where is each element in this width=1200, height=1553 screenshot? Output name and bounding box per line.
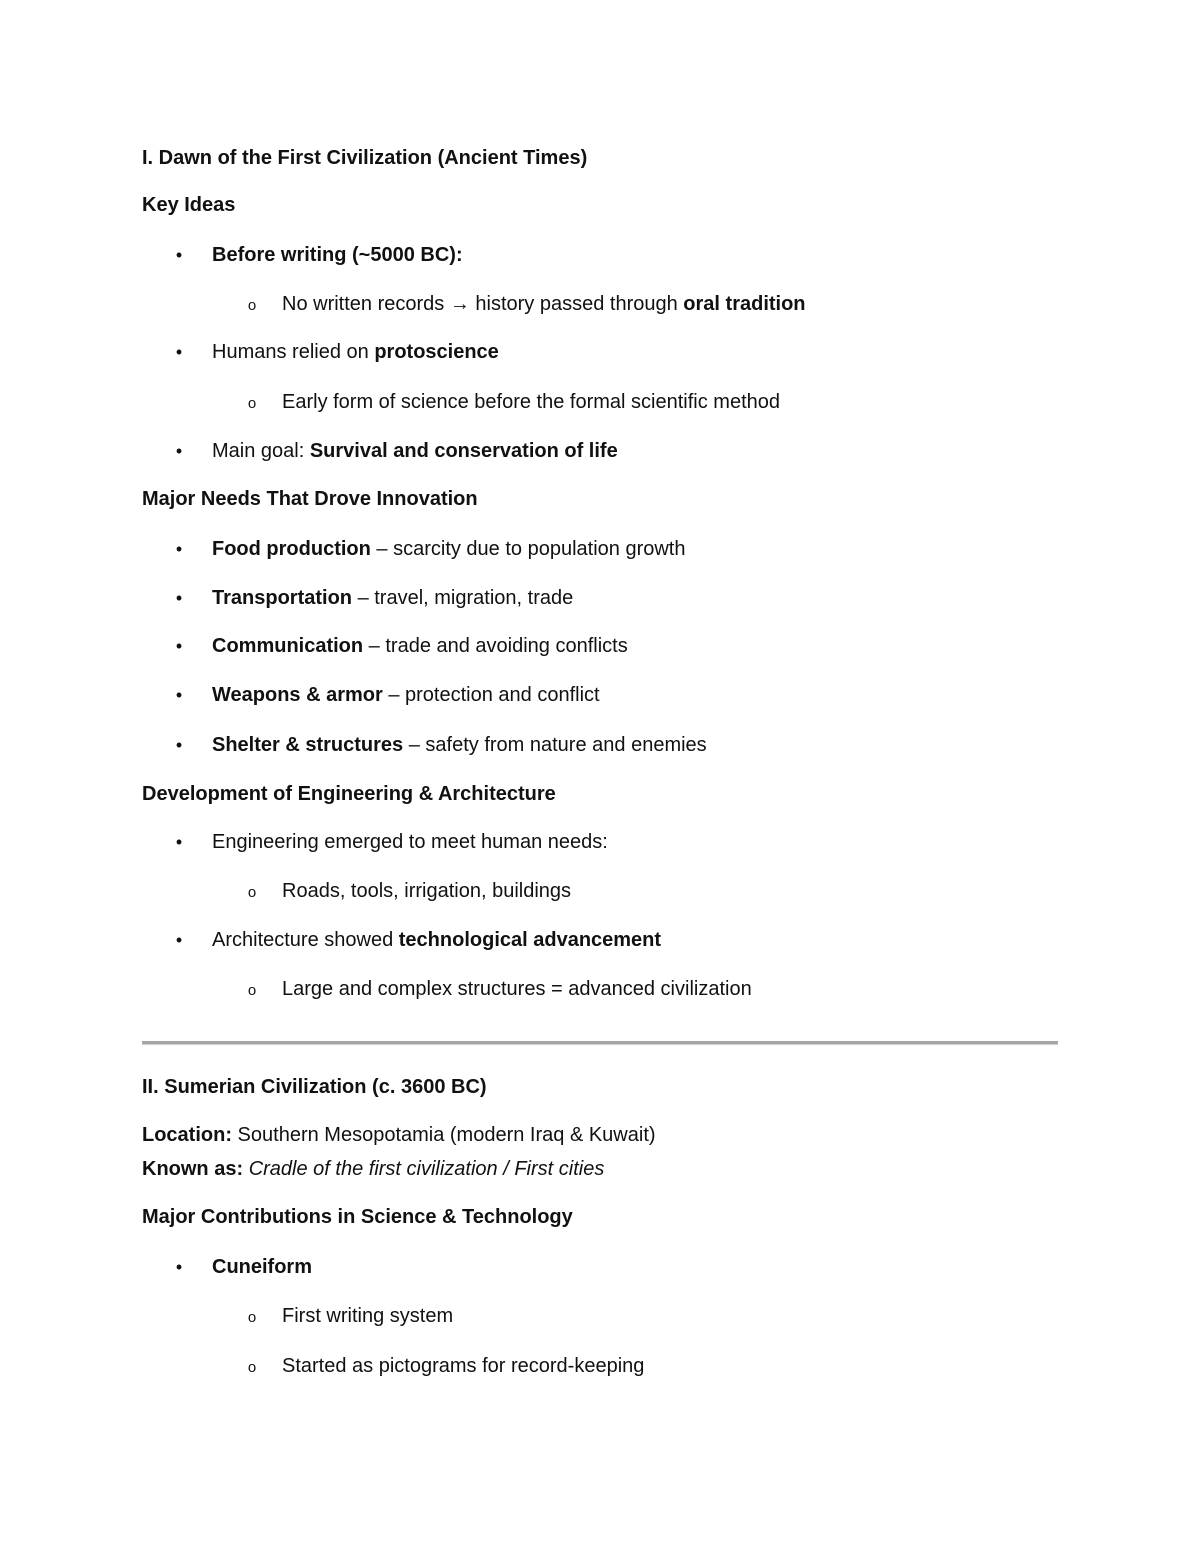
list-item-text: Transportation – travel, migration, trade bbox=[212, 587, 574, 609]
needs-heading: Major Needs That Drove Innovation bbox=[142, 488, 478, 510]
sub-bullet-icon: o bbox=[247, 884, 257, 901]
list-item-text: Architecture showed technological advancement bbox=[212, 929, 662, 951]
sub-list-item-text: No written records → history passed through oral tradition bbox=[282, 293, 806, 315]
sub-list-item-text: Started as pictograms for record-keeping bbox=[282, 1355, 645, 1377]
bullet-icon: • bbox=[175, 539, 183, 559]
horizontal-divider bbox=[142, 1041, 1058, 1045]
bullet-icon: • bbox=[175, 735, 183, 755]
list-item-text: Main goal: Survival and conservation of life bbox=[212, 440, 618, 462]
bullet-icon: • bbox=[175, 441, 183, 461]
sub-list-item-text: Early form of science before the formal scientific method bbox=[282, 391, 780, 413]
section-1-title: I. Dawn of the First Civilization (Ancient Times) bbox=[142, 147, 588, 169]
bullet-icon: • bbox=[175, 832, 183, 852]
sub-list-item-text: Roads, tools, irrigation, buildings bbox=[282, 880, 572, 902]
list-item-text: Weapons & armor – protection and conflict bbox=[212, 684, 600, 706]
list-item-text: Before writing (~5000 BC): bbox=[212, 244, 463, 266]
engineering-heading: Development of Engineering & Architecture bbox=[142, 783, 556, 805]
section-2-title: II. Sumerian Civilization (c. 3600 BC) bbox=[142, 1076, 487, 1098]
list-item-text: Communication – trade and avoiding conflicts bbox=[212, 635, 628, 657]
sub-list-item-text: Large and complex structures = advanced civilization bbox=[282, 978, 752, 1000]
list-item-text: Shelter & structures – safety from nature and enemies bbox=[212, 734, 707, 756]
sub-bullet-icon: o bbox=[247, 1309, 257, 1326]
list-item-text: Engineering emerged to meet human needs: bbox=[212, 831, 608, 853]
bullet-icon: • bbox=[175, 1257, 183, 1277]
known-as-line: Known as: Cradle of the first civilization / First cities bbox=[142, 1158, 605, 1180]
sub-bullet-icon: o bbox=[247, 1359, 257, 1376]
sub-bullet-icon: o bbox=[247, 395, 257, 412]
sub-bullet-icon: o bbox=[247, 982, 257, 999]
sub-list-item-text: First writing system bbox=[282, 1305, 454, 1327]
bullet-icon: • bbox=[175, 636, 183, 656]
list-item-text: Food production – scarcity due to population growth bbox=[212, 538, 686, 560]
contributions-heading: Major Contributions in Science & Technology bbox=[142, 1206, 573, 1228]
list-item-text: Cuneiform bbox=[212, 1256, 312, 1278]
sub-bullet-icon: o bbox=[247, 297, 257, 314]
list-item-text: Humans relied on protoscience bbox=[212, 341, 499, 363]
bullet-icon: • bbox=[175, 245, 183, 265]
location-line: Location: Southern Mesopotamia (modern Iraq & Kuwait) bbox=[142, 1124, 656, 1146]
bullet-icon: • bbox=[175, 342, 183, 362]
bullet-icon: • bbox=[175, 588, 183, 608]
bullet-icon: • bbox=[175, 685, 183, 705]
key-ideas-heading: Key Ideas bbox=[142, 194, 236, 216]
bullet-icon: • bbox=[175, 930, 183, 950]
